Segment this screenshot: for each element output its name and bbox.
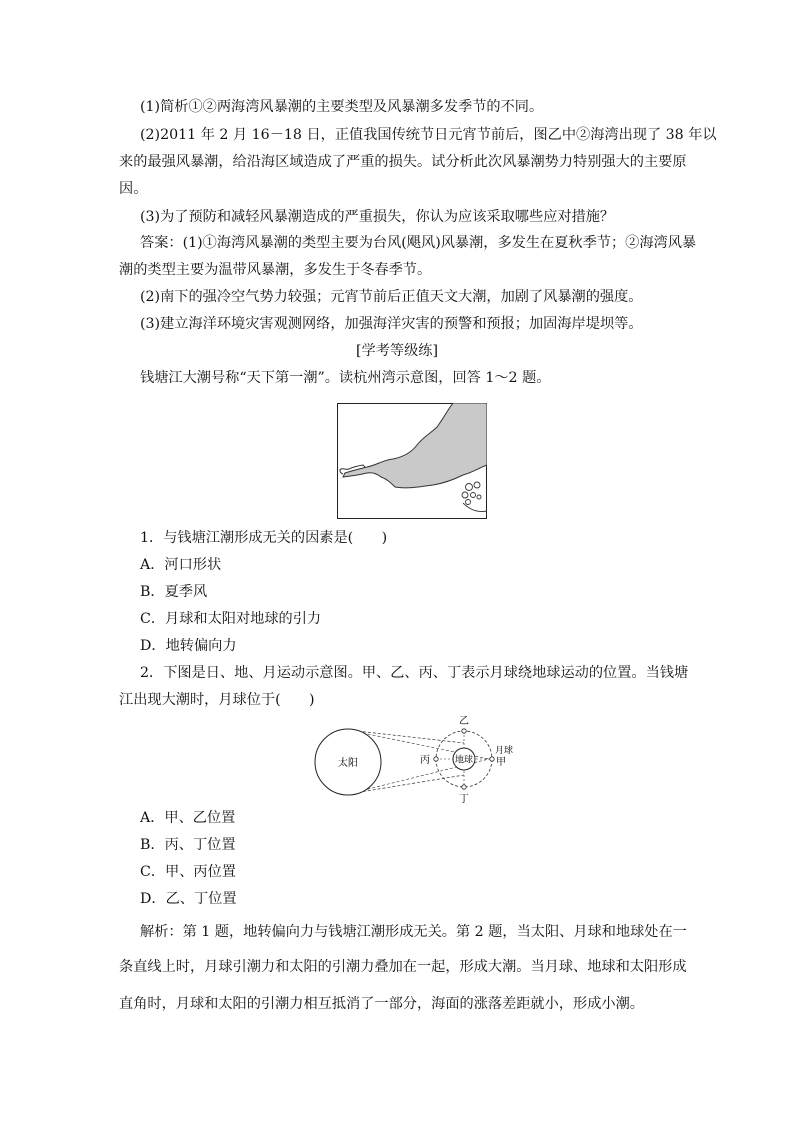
- question-2-stem-line-1: 2．下图是日、地、月运动示意图。甲、乙、丙、丁表示月球绕地球运动的位置。当钱塘: [140, 665, 689, 681]
- question-1-stem: 1．与钱塘江潮形成无关的因素是( ): [140, 530, 388, 546]
- moon-pos-bing: [434, 757, 438, 761]
- q1-option-d[interactable]: D．地转偏向力: [140, 638, 237, 654]
- answer-line-1: 答案：(1)①海湾风暴潮的类型主要为台风(飓风)风暴潮，多发生在夏秋季节；②海湾风暴: [140, 235, 697, 251]
- answer-line-2: 潮的类型主要为温带风暴潮，多发生于冬春季节。: [119, 262, 432, 278]
- intro-text: 钱塘江大潮号称“天下第一潮”。读杭州湾示意图，回答 1～2 题。: [140, 370, 551, 386]
- moon-pos-yi: [462, 729, 466, 733]
- q2-option-b[interactable]: B．丙、丁位置: [140, 837, 236, 853]
- question-3-part-1: (1)简析①②两海湾风暴潮的主要类型及风暴潮多发季节的不同。: [140, 99, 544, 115]
- sun-label: 太阳: [338, 758, 358, 769]
- analysis-line-2: 条直线上时，月球引潮力和太阳的引潮力叠加在一起，形成大潮。当月球、地球和太阳形成: [119, 959, 687, 975]
- analysis-line-1: 解析：第 1 题，地转偏向力与钱塘江潮形成无关。第 2 题，当太阳、月球和地球处在一: [140, 924, 687, 940]
- q2-option-a[interactable]: A．甲、乙位置: [140, 810, 236, 826]
- q2-option-d[interactable]: D．乙、丁位置: [140, 891, 237, 907]
- question-3-part-2-line-3: 因。: [119, 181, 148, 197]
- question-3-part-2-line-1: (2)2011 年 2 月 16－18 日，正值我国传统节日元宵节前后，图乙中②海湾出现了 38 年以: [140, 127, 717, 143]
- earth-label: 地球: [454, 755, 474, 766]
- answer-line-4: (3)建立海洋环境灾害观测网络，加强海洋灾害的预警和预报；加固海岸堤坝等。: [140, 316, 643, 332]
- label-jia: 甲: [496, 757, 506, 768]
- hangzhou-bay-map: [337, 403, 487, 519]
- analysis-line-3: 直角时，月球和太阳的引潮力相互抵消了一部分，海面的涨落差距就小，形成小潮。: [119, 996, 644, 1012]
- label-yi: 乙: [459, 716, 469, 727]
- q1-option-a[interactable]: A．河口形状: [140, 557, 222, 573]
- moon-label: 月球: [494, 746, 514, 756]
- label-ding: 丁: [459, 794, 469, 805]
- moon-pos-jia: [490, 757, 494, 761]
- answer-line-3: (2)南下的强冷空气势力较强；元宵节前后正值天文大潮，加剧了风暴潮的强度。: [140, 289, 643, 305]
- q1-option-c[interactable]: C．月球和太阳对地球的引力: [140, 611, 322, 627]
- q2-option-c[interactable]: C．甲、丙位置: [140, 864, 236, 880]
- q1-option-b[interactable]: B．夏季风: [140, 584, 208, 600]
- section-title: [学考等级练]: [355, 343, 438, 359]
- sun-earth-moon-diagram: [314, 713, 524, 805]
- question-3-part-3: (3)为了预防和减轻风暴潮造成的严重损失，你认为应该采取哪些应对措施？: [140, 209, 615, 225]
- label-bing: 丙: [420, 755, 430, 766]
- question-2-stem-line-2: 江出现大潮时，月球位于( ): [119, 692, 315, 708]
- moon-pos-ding: [462, 785, 466, 789]
- question-3-part-2-line-2: 来的最强风暴潮，给沿海区域造成了严重的损失。试分析此次风暴潮势力特别强大的主要原: [119, 154, 687, 170]
